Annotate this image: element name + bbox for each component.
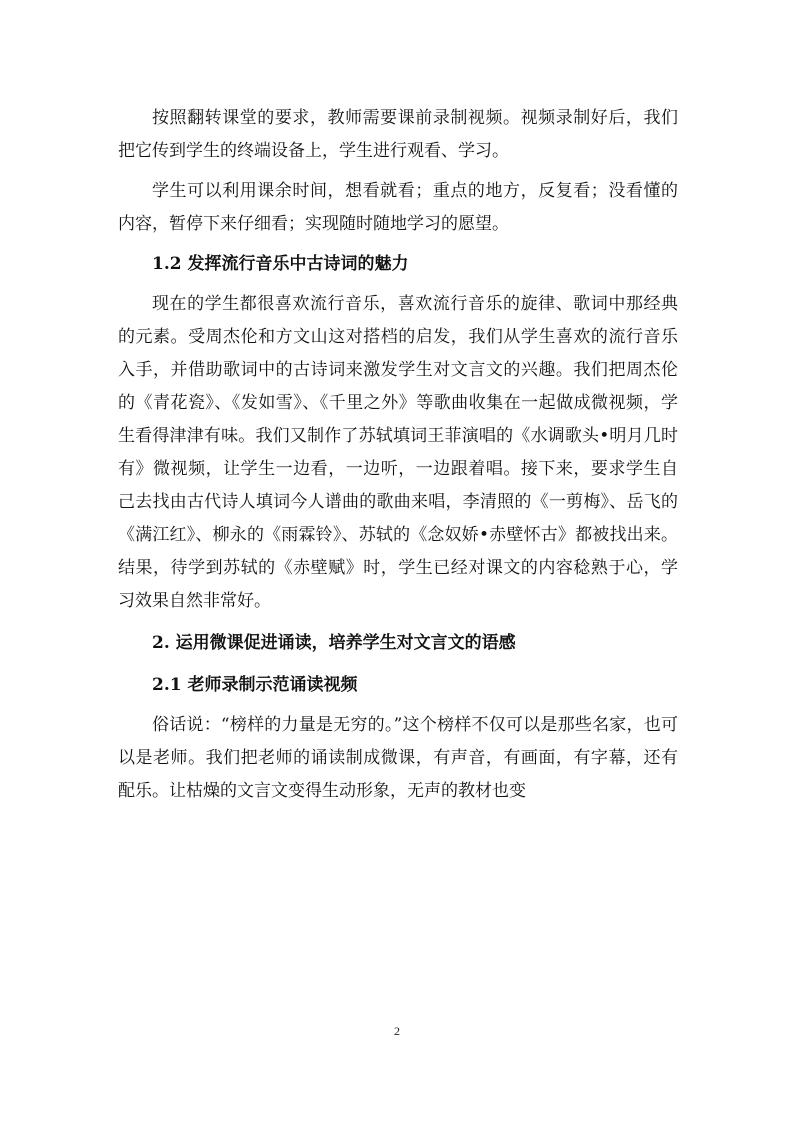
section-heading-1-2: 1.2 发挥流行音乐中古诗词的魅力	[152, 254, 409, 274]
page-number: 2	[394, 1024, 400, 1038]
paragraph-pop-music: 现在的学生都很喜欢流行音乐，喜欢流行音乐的旋律、歌词中那经典的元素。受周杰伦和方文山这对搭档的启发，我们从学生喜欢的流行音乐入手，并借助歌词中的古诗词来激发学生对文言文的兴趣。我们把周杰伦的《青花瓷》、《发如雪》、《千里之外》等歌曲收集在一起做成微视频，学生看得津津有味。我们又制作了苏轼填词王菲演唱的《水调歌头•明月几时有》微视频，让学生一边看，一边听，一边跟着唱。接下来，要求学生自己去找由古代诗人填词今人谱曲的歌曲来唱，李清照的《一剪梅》、岳飞的《满江红》、柳永的《雨霖铃》、苏轼的《念奴娇•赤壁怀古》都被找出来。结果，待学到苏轼的《赤壁赋》时，学生已经对课文的内容稔熟于心，学习效果自然非常好。	[118, 294, 678, 611]
paragraph-flipped-classroom: 按照翻转课堂的要求，教师需要课前录制视频。视频录制好后，我们把它传到学生的终端设备上，学生进行观看、学习。	[118, 108, 678, 161]
paragraph-teacher-recitation: 俗话说：“榜样的力量是无穷的。”这个榜样不仅可以是那些名家，也可以是老师。我们把老师的诵读制成微课，有声音，有画面，有字幕，还有配乐。让枯燥的文言文变得生动形象，无声的教材也变	[118, 715, 678, 801]
paragraph-anytime-learning: 学生可以利用课余时间，想看就看；重点的地方，反复看；没看懂的内容，暂停下来仔细看；实现随时随地学习的愿望。	[118, 181, 678, 234]
section-heading-2: 2. 运用微课促进诵读，培养学生对文言文的语感	[152, 633, 516, 653]
document-body	[118, 102, 678, 808]
section-heading-2-1: 2.1 老师录制示范诵读视频	[152, 675, 358, 695]
